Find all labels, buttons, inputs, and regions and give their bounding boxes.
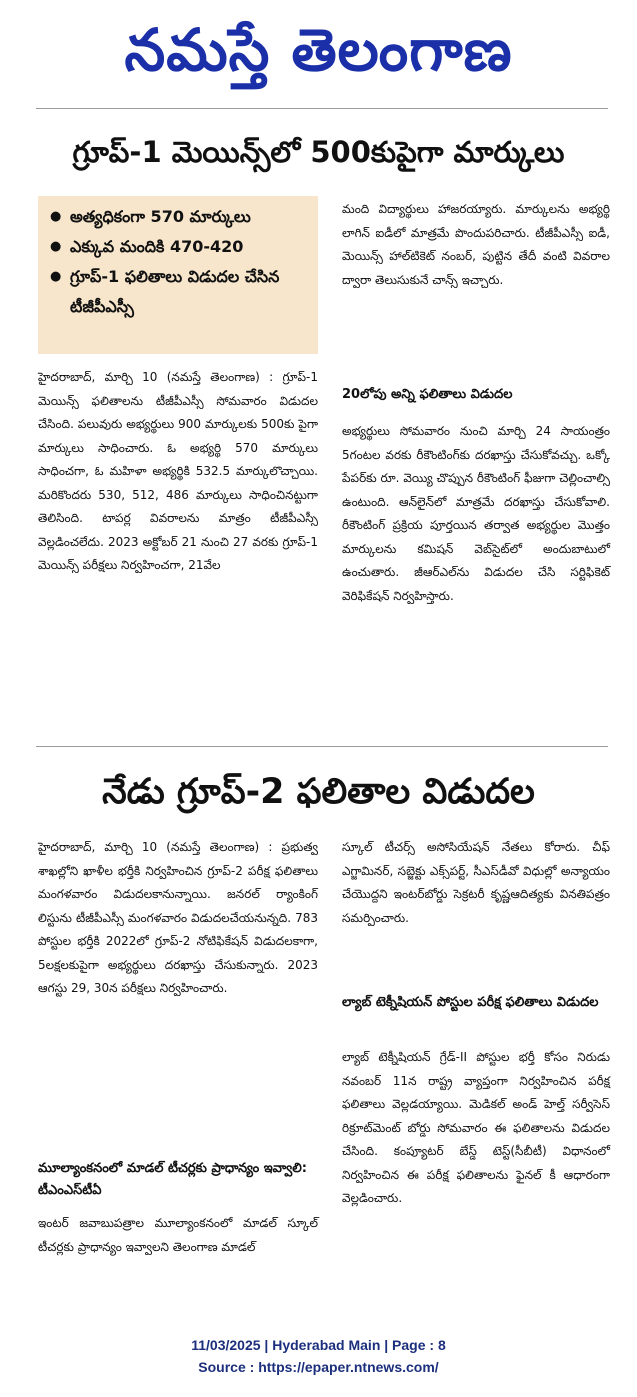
highlight-item: ● గ్రూప్-1 ఫలితాలు విడుదల చేసిన టీజీపీఎస్సీ bbox=[50, 262, 318, 322]
article1-paragraph: అభ్యర్థులు సోమవారం నుంచి మార్చి 24 సాయంత్రం 5గంటల వరకు రీకౌంటింగ్‌కు దరఖాస్తు చేసుకోవచ్చు. ఒక్కో పేపర్‌కు రూ. వెయ్యి చొప్పున రీకౌంటింగ్ ఫీజుగా చెల్లించాల్సి ఉంటుంది. ఆన్‌లైన్‌లో మాత్రమే దరఖాస్తు చేసుకోవాలి. రీకౌంటింగ్ ప్రక్రియ పూర్తయిన తర్వాత అభ్యర్థుల మొత్తం మార్కులను కమిషన్ వెబ్‌సైట్‌లో అందుబాటులో ఉంచుతారు. జీఆర్‌ఎల్‌ను విడుదల చేసి సర్టిఫికెట్ వెరిఫికేషన్ నిర్వహిస్తారు. bbox=[342, 424, 610, 603]
article1-body-right2 bbox=[342, 420, 610, 608]
article1-body-right bbox=[342, 198, 610, 292]
article2-paragraph: ల్యాబ్ టెక్నీషియన్ గ్రేడ్-II పోస్టుల భర్తీ కోసం నిరుడు నవంబర్ 11న రాష్ట్ర వ్యాప్తంగా నిర్వహించిన పరీక్ష ఫలితాలు వెల్లడయ్యాయి. మెడికల్ అండ్ హెల్త్ సర్వీసెస్ రిక్రూట్‌మెంట్ బోర్డు సోమవారం ఈ ఫలితాలను విడుదల చేసింది. కంప్యూటర్ బేస్డ్ టెస్ట్(సీబీటీ) విధానంలో నిర్వహించిన ఈ పరీక్ష ఫలితాలను ఫైనల్ కీ ఆధారంగా వెల్లడించారు. bbox=[342, 1050, 610, 1205]
article2-body-left2 bbox=[38, 1212, 318, 1259]
article1-subhead: 20లోపు అన్ని ఫలితాలు విడుదల bbox=[342, 387, 513, 402]
article2-paragraph: హైదరాబాద్, మార్చి 10 (నమస్తే తెలంగాణ) : ప్రభుత్వ శాఖల్లోని ఖాళీల భర్తీకి నిర్వహించిన గ్రూప్-2 పరీక్ష ఫలితాలు మంగళవారం విడుదలకానున్నాయి. జనరల్ ర్యాంకింగ్ లిస్టును టీజీపీఎస్సీ మంగళవారం విడుదలచేయనున్నది. 783 పోస్టుల భర్తీకి 2022లో గ్రూప్-2 నోటిఫికేషన్ విడుదలకాగా, 5లక్షలకుపైగా అభ్యర్థులు దరఖాస్తు చేసుకున్నారు. 2023 ఆగస్టు 29, 30న పరీక్షలు నిర్వహించారు. bbox=[38, 840, 318, 995]
highlight-box bbox=[38, 196, 318, 354]
article1-paragraph: మంది విద్యార్థులు హాజరయ్యారు. మార్కులను అభ్యర్థి లాగిన్ ఐడీలో మాత్రమే పొందుపరిచారు. టీజీపీఎస్సీ ఐడీ, మెయిన్స్ హాల్‌టికెట్ నంబర్, పుట్టిన తేదీ వంటి వివరాల ద్వారా తెలుసుకునే చాన్స్ ఇచ్చారు. bbox=[342, 202, 610, 287]
article2-paragraph: ఇంటర్ జవాబుపత్రాల మూల్యాంకనంలో మాడల్ స్కూల్ టీచర్లకు ప్రాధాన్యం ఇవ్వాలని తెలంగాణ మాడల్ bbox=[38, 1216, 318, 1254]
article2-paragraph: స్కూల్ టీచర్స్ అసోసియేషన్ నేతలు కోరారు. చీఫ్ ఎగ్జామినర్, సబ్జెక్టు ఎక్స్‌పర్ట్, సీఎస్‌డీవో విధుల్లో అన్యాయం చేయొద్దని ఇంటర్‌బోర్డు సెక్రటరీ కృష్ణఆదిత్యకు వినతిపత్రం సమర్పించారు. bbox=[342, 840, 610, 925]
article-divider bbox=[36, 746, 608, 747]
article2-subhead-left: మూల్యాంకనంలో మాడల్ టీచర్లకు ప్రాధాన్యం ఇవ్వాలి: టీఎంఎస్‌టీఏ bbox=[38, 1161, 307, 1198]
article2-body-left bbox=[38, 836, 318, 1001]
article1-body-left bbox=[38, 366, 318, 578]
masthead-title: నమస్తే తెలంగాణ bbox=[124, 16, 513, 84]
article2-body-right2 bbox=[342, 1046, 610, 1211]
article2-body-right bbox=[342, 836, 610, 930]
article2-headline: నేడు గ్రూప్-2 ఫలితాల విడుదల bbox=[102, 772, 535, 812]
article1-paragraph: హైదరాబాద్, మార్చి 10 (నమస్తే తెలంగాణ) : గ్రూప్-1 మెయిన్స్ ఫలితాలను టీజీపీఎస్సీ సోమవారం విడుదల చేసింది. పలువురు అభ్యర్థులు 900 మార్కులకు 500కు పైగా మార్కులు సాధించారు. ఓ అభ్యర్థి 570 మార్కులు సాధించగా, ఓ మహిళా అభ్యర్థికి 532.5 మార్కులొచ్చాయి. మరికొందరు 530, 512, 486 మార్కులు సాధించినట్టుగా తెలిసింది. టాపర్ల వివరాలను మాత్రం టీజీపీఎస్సీ వెల్లడించలేదు. 2023 అక్టోబర్ 21 నుంచి 27 వరకు గ్రూప్-1 మెయిన్స్ పరీక్షలు నిర్వహించగా, 21వేల bbox=[38, 370, 318, 572]
highlight-item: ● ఎక్కువ మందికి 470-420 bbox=[50, 232, 318, 262]
masthead-divider bbox=[36, 108, 608, 109]
article1-headline: గ్రూప్-1 మెయిన్స్‌లో 500కుపైగా మార్కులు bbox=[72, 135, 565, 169]
footer-source: Source : https://epaper.ntnews.com/ bbox=[198, 1359, 439, 1375]
masthead bbox=[0, 6, 637, 94]
article2-subhead-right: ల్యాబ్ టెక్నీషియన్ పోస్టుల పరీక్ష ఫలితాలు విడుదల bbox=[342, 995, 599, 1010]
footer-date-edition: 11/03/2025 | Hyderabad Main | Page : 8 bbox=[191, 1337, 446, 1353]
highlight-item: ● అత్యధికంగా 570 మార్కులు bbox=[50, 202, 318, 232]
